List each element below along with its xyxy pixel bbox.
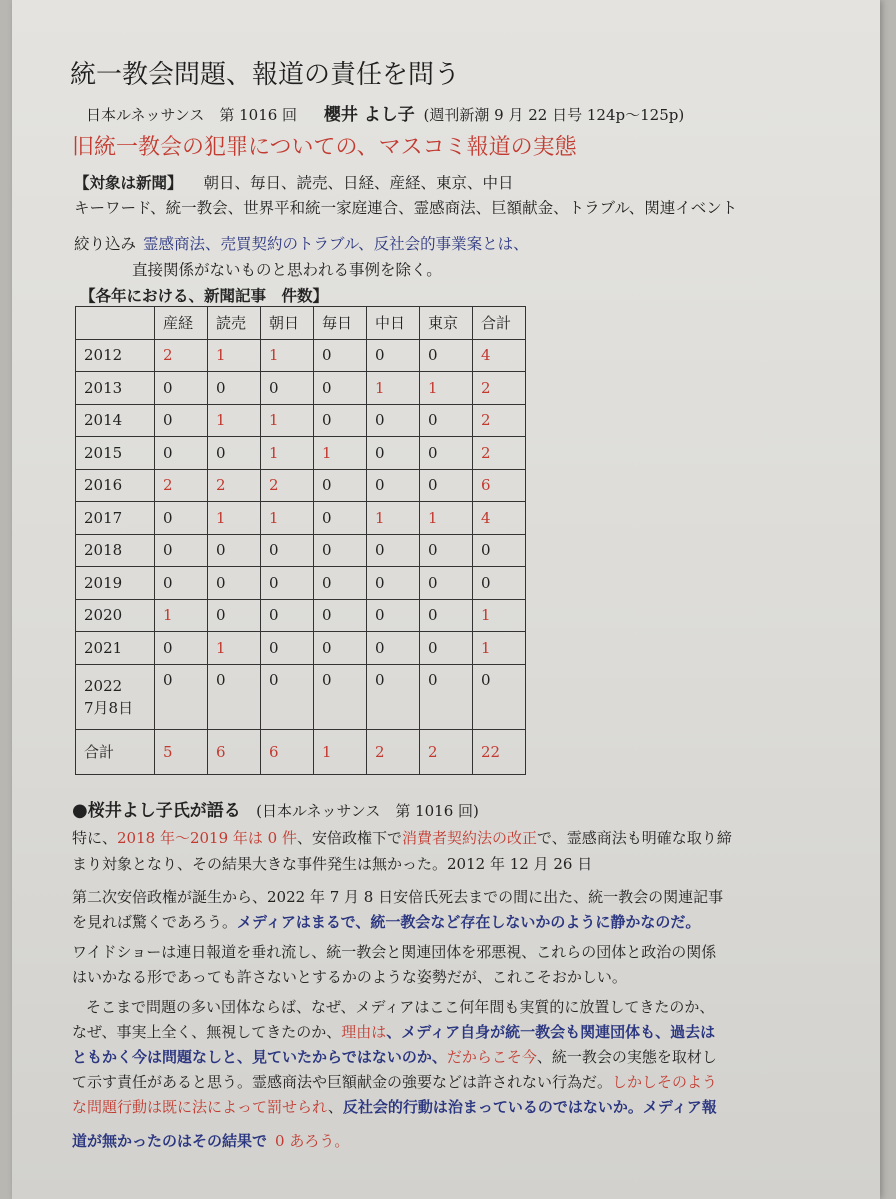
count-cell: 1 [261,339,314,372]
keywords-line: キーワード、統一教会、世界平和統一家庭連合、霊感商法、巨額献金、トラブル、関連イベント [74,199,738,217]
year-label: 2020 [84,606,123,625]
count-cell: 0 [314,339,367,372]
text-run: 、安倍政権下で [296,829,402,847]
count-cell: 0 [473,567,526,600]
count-cell: 0 [314,534,367,567]
count-cell: 6 [261,729,314,774]
quote-heading-text: 桜井よし子氏が語る [87,801,241,821]
count-cell: 0 [261,599,314,632]
year-cell [76,437,155,470]
count-cell: 0 [420,404,473,437]
text-run-blue: 反社会的行動は治まっているのではないか。メディア報 [342,1098,717,1116]
text-run-red: 2018 年～2019 年は 0 件 [117,829,297,847]
count-cell: 2 [473,437,526,470]
count-cell: 0 [261,567,314,600]
count-cell: 2 [420,729,473,774]
series-label: 日本ルネッサンス 第 1016 回 [86,106,298,124]
header-cell: 朝日 [261,307,314,340]
year-label: 2015 [84,443,123,462]
count-cell: 0 [473,664,526,729]
count-cell: 4 [473,502,526,535]
count-cell: 22 [473,729,526,774]
count-cell: 0 [367,339,420,372]
table-row [76,339,526,372]
year-label: 2022 [84,676,123,695]
count-cell: 0 [314,664,367,729]
bullet-icon: ● [72,800,88,821]
headline: 旧統一教会の犯罪についての、マスコミ報道の実態 [72,135,577,160]
header-cell: 中日 [367,307,420,340]
count-cell: 0 [261,632,314,665]
article-count-table-body [76,307,526,775]
count-cell: 2 [473,404,526,437]
count-cell: 0 [208,437,261,470]
quote-line-10 [72,1071,717,1092]
text-run-blue: 、メディア自身が統一教会も関連団体も、過去は [386,1023,716,1041]
table-row [76,372,526,405]
text-run-blue: メディアはまるで、統一教会など存在しないかのように静かなのだ。 [237,913,701,931]
header-cell: 合計 [473,307,526,340]
count-cell: 1 [314,437,367,470]
count-cell: 1 [208,339,261,372]
count-cell: 2 [367,729,420,774]
text-run-red: 消費者契約法の改正 [402,829,538,847]
text-run-blue: 道が無かったのはその結果で [72,1132,268,1150]
year-label: 2021 [84,638,123,657]
year-label: 2017 [84,508,123,527]
text-run: て示す責任があると思う。霊感商法や巨額献金の強要などは許されない行為だ。 [72,1073,613,1091]
target-list: 朝日、毎日、読売、日経、産経、東京、中日 [203,174,514,192]
byline [86,100,684,125]
count-cell: 0 [367,632,420,665]
year-label: 2018 [84,541,123,560]
narrow-prefix: 絞り込み [74,235,137,253]
count-cell: 0 [420,469,473,502]
count-cell: 2 [208,469,261,502]
text-run: で、霊感商法も明確な取り締 [537,829,732,847]
count-cell: 0 [420,339,473,372]
count-cell: 1 [208,502,261,535]
header-cell: 読売 [208,307,261,340]
year-label: 合計 [84,742,115,761]
count-cell: 0 [155,534,208,567]
count-cell: 0 [208,567,261,600]
count-cell: 0 [314,567,367,600]
count-cell: 0 [367,469,420,502]
narrow-text: 霊感商法、売買契約のトラブル、反社会的事業案とは、 [142,235,529,253]
text-run: 、 [327,1098,343,1116]
count-cell: 0 [367,567,420,600]
count-cell: 1 [420,372,473,405]
header-cell-corner [76,307,155,340]
table-row [76,437,526,470]
count-cell: 0 [208,599,261,632]
year-cell [76,469,155,502]
count-cell: 1 [473,632,526,665]
count-cell: 2 [261,469,314,502]
quote-line-6: はいかなる形であっても許さないとするかのような姿勢だが、これこそおかしい。 [72,968,627,986]
table-row [76,664,526,729]
count-cell: 1 [261,502,314,535]
count-cell: 6 [208,729,261,774]
count-cell: 2 [155,339,208,372]
narrow-continuation: 直接関係がないものと思われる事例を除く。 [132,261,442,279]
table-row [76,502,526,535]
count-cell: 0 [420,599,473,632]
text-run: 、統一教会の実態を取材し [536,1048,717,1066]
count-cell: 0 [314,632,367,665]
count-cell: 1 [261,437,314,470]
count-cell: 1 [261,404,314,437]
article-count-table [75,306,526,775]
quote-line-1 [72,827,732,848]
count-cell: 0 [314,404,367,437]
header-cell: 産経 [155,307,208,340]
source-label: (週刊新潮 9 月 22 日号 124p～125p) [423,106,685,124]
count-cell: 0 [155,632,208,665]
count-cell: 2 [155,469,208,502]
count-cell: 0 [367,404,420,437]
header-cell: 毎日 [314,307,367,340]
table-row [76,632,526,665]
quote-heading [72,796,479,821]
year-label: 2013 [84,378,123,397]
year-cell [76,404,155,437]
text-run-red: しかしそのよう [612,1073,718,1091]
count-cell: 1 [208,404,261,437]
year-label: 2016 [84,476,123,495]
text-run: 特に、 [72,829,118,847]
count-cell: 0 [208,534,261,567]
text-run-red: な問題行動は既に法によって罰せられ [72,1098,328,1116]
quote-line-8 [72,1021,715,1042]
count-cell: 0 [314,502,367,535]
count-cell: 0 [261,534,314,567]
count-cell: 0 [208,372,261,405]
count-cell: 1 [473,599,526,632]
count-cell: 1 [208,632,261,665]
count-cell: 1 [155,599,208,632]
year-cell [76,729,155,774]
year-cell [76,339,155,372]
document-page [12,0,880,1199]
count-cell: 0 [261,664,314,729]
count-cell: 0 [261,372,314,405]
count-cell: 0 [420,632,473,665]
year-cell [76,599,155,632]
count-cell: 0 [208,664,261,729]
text-run-red: 0 あろう。 [275,1132,350,1150]
count-cell: 5 [155,729,208,774]
year-cell [76,372,155,405]
count-cell: 6 [473,469,526,502]
count-cell: 0 [155,372,208,405]
count-cell: 0 [420,437,473,470]
count-cell: 0 [420,567,473,600]
table-caption: 【各年における、新聞記事 件数】 [80,286,329,305]
year-cell [76,502,155,535]
quote-line-12 [72,1130,349,1151]
text-run-blue: ともかく今は問題なしと、見ていたからではないのか、 [72,1048,447,1066]
quote-heading-source: (日本ルネッサンス 第 1016 回) [256,802,479,820]
count-cell: 0 [367,599,420,632]
count-cell: 0 [367,664,420,729]
count-cell: 4 [473,339,526,372]
text-run: なぜ、事実上全く、無視してきたのか、 [72,1023,342,1041]
count-cell: 0 [155,664,208,729]
table-row [76,729,526,774]
count-cell: 0 [314,372,367,405]
count-cell: 2 [473,372,526,405]
count-cell: 0 [314,469,367,502]
year-date-label: 7月8日 [84,698,134,717]
table-row [76,599,526,632]
year-cell [76,664,155,729]
count-cell: 1 [314,729,367,774]
count-cell: 0 [367,534,420,567]
quote-line-4 [72,911,700,932]
quote-line-5: ワイドショーは連日報道を垂れ流し、統一教会と関連団体を邪悪視、これらの団体と政治の関係 [72,943,717,961]
table-row [76,534,526,567]
year-cell [76,632,155,665]
page-title: 統一教会問題、報道の責任を問う [70,60,461,90]
count-cell: 0 [155,437,208,470]
count-cell: 1 [420,502,473,535]
table-row [76,404,526,437]
table-header-row [76,307,526,340]
narrow-line [74,232,529,254]
quote-line-9 [72,1046,717,1067]
count-cell: 0 [314,599,367,632]
year-cell [76,534,155,567]
count-cell: 0 [420,534,473,567]
count-cell: 0 [155,502,208,535]
target-line [74,171,513,193]
text-run: を見れば驚くであろう。 [72,913,238,931]
count-cell: 1 [367,372,420,405]
author-name: 櫻井 よし子 [323,105,415,125]
count-cell: 0 [155,567,208,600]
text-run-red: だからこそ今 [446,1048,537,1066]
count-cell: 0 [367,437,420,470]
quote-line-3: 第二次安倍政権が誕生から、2022 年 7 月 8 日安倍氏死去までの間に出た、統一教会の関連記事 [72,888,724,906]
year-label: 2012 [84,346,123,365]
year-label: 2019 [84,573,123,592]
quote-line-7: そこまで問題の多い団体ならば、なぜ、メディアはここ何年間も実質的に放置してきたのか、 [86,998,715,1016]
text-run-red: 理由は [341,1023,387,1041]
table-row [76,469,526,502]
count-cell: 0 [473,534,526,567]
header-cell: 東京 [420,307,473,340]
count-cell: 0 [420,664,473,729]
count-cell: 1 [367,502,420,535]
year-cell [76,567,155,600]
target-label: 【対象は新聞】 [74,173,183,192]
quote-line-11 [72,1096,717,1117]
year-label: 2014 [84,411,123,430]
count-cell: 0 [155,404,208,437]
table-row [76,567,526,600]
quote-line-2: まり対象となり、その結果大きな事件発生は無かった。2012 年 12 月 26 日 [72,855,593,873]
